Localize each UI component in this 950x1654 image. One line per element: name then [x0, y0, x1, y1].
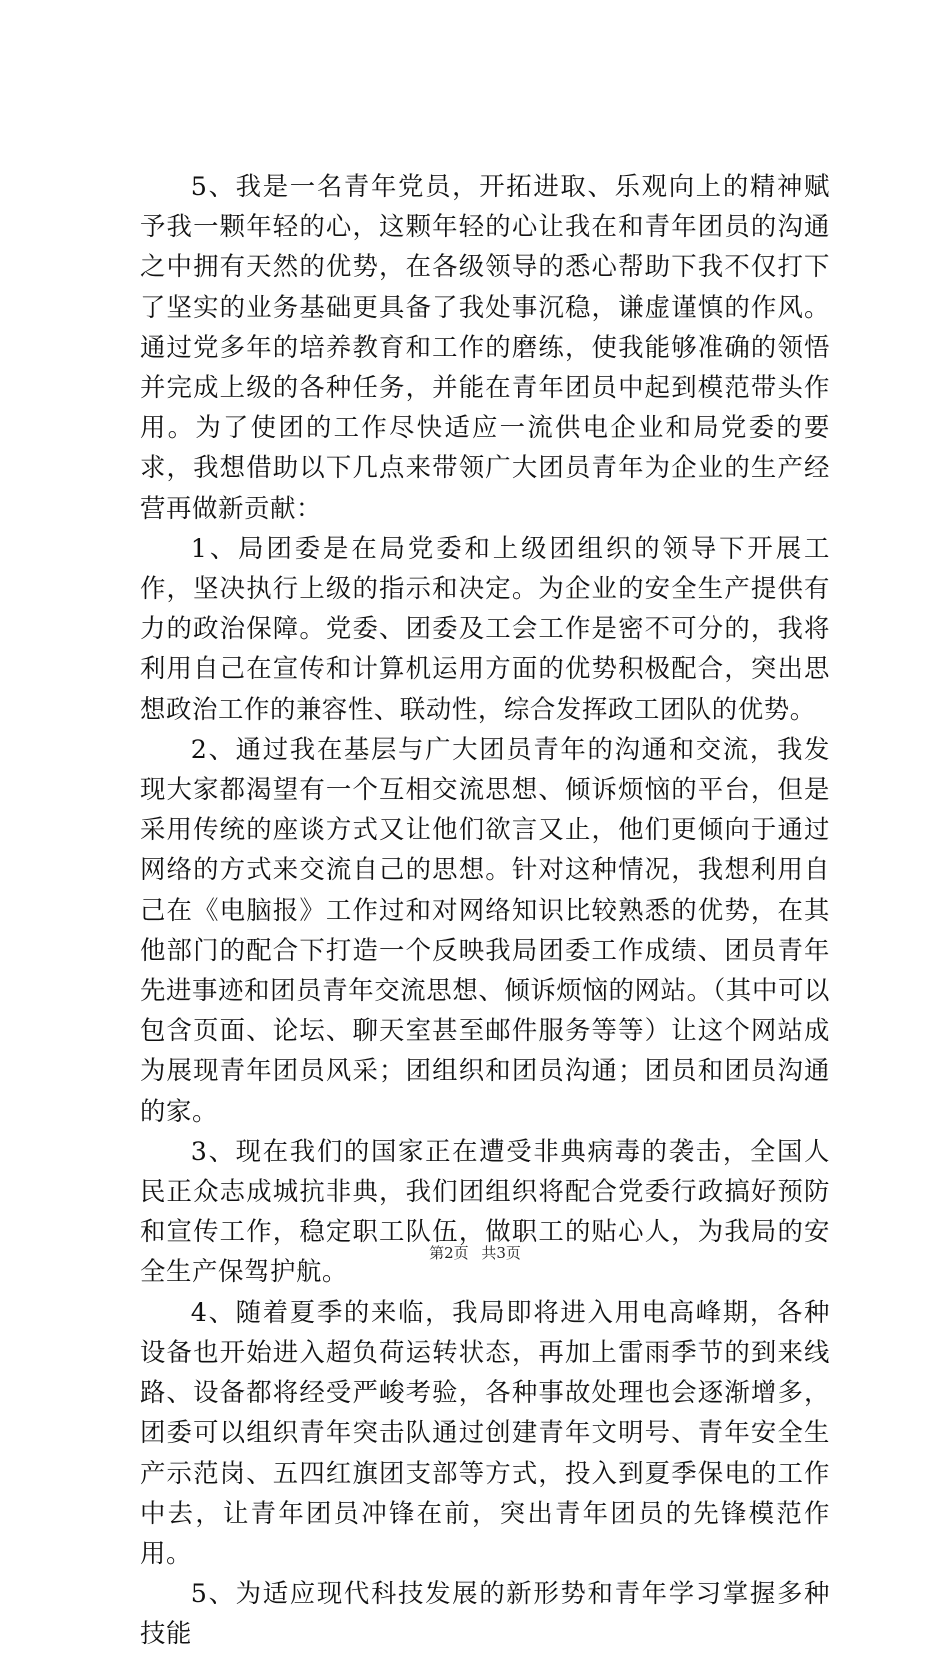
page-number: 第2页: [429, 1244, 469, 1262]
paragraph: 1、局团委是在局党委和上级团组织的领导下开展工作，坚决执行上级的指示和决定。为企业的安全生产提供有力的政治保障。党委、团委及工会工作是密不可分的，我将利用自己在宣传和计算机运用方面的优势积极配合，突出思想政治工作的兼容性、联动性，综合发挥政工团队的优势。: [140, 532, 830, 724]
paragraph: 2、通过我在基层与广大团员青年的沟通和交流，我发现大家都渴望有一个互相交流思想、倾诉烦恼的平台，但是采用传统的座谈方式又让他们欲言又止，他们更倾向于通过网络的方式来交流自己的思想。针对这种情况，我想利用自己在《电脑报》工作过和对网络知识比较熟悉的优势，在其他部门的配合下打造一个反映我局团委工作成绩、团员青年先进事迹和团员青年交流思想、倾诉烦恼的网站。（其中可以包含页面、论坛、聊天室甚至邮件服务等等）让这个网站成为展现青年团员风采；团组织和团员沟通；团员和团员沟通的家。: [140, 733, 830, 1126]
paragraph: 5、我是一名青年党员，开拓进取、乐观向上的精神赋予我一颗年轻的心，这颗年轻的心让我在和青年团员的沟通之中拥有天然的优势，在各级领导的悉心帮助下我不仅打下了坚实的业务基础更具备了我处事沉稳，谦虚谨慎的作风。通过党多年的培养教育和工作的磨练，使我能够准确的领悟并完成上级的各种任务，并能在青年团员中起到模范带头作用。为了使团的工作尽快适应一流供电企业和局党委的要求，我想借助以下几点来带领广大团员青年为企业的生产经营再做新贡献：: [140, 171, 830, 523]
page-total: 共3页: [481, 1244, 521, 1262]
document-body: [140, 166, 830, 1654]
paragraph: 4、随着夏季的来临，我局即将进入用电高峰期，各种设备也开始进入超负荷运转状态，再加上雷雨季节的到来线路、设备都将经受严峻考验，各种事故处理也会逐渐增多，团委可以组织青年突击队通过创建青年文明号、青年安全生产示范岗、五四红旗团支部等方式，投入到夏季保电的工作中去，让青年团员冲锋在前，突出青年团员的先锋模范作用。: [140, 1296, 830, 1568]
paragraph: 5、为适应现代科技发展的新形势和青年学习掌握多种技能: [140, 1578, 830, 1649]
page-footer: [0, 1243, 950, 1263]
paragraph: 3、现在我们的国家正在遭受非典病毒的袭击，全国人民正众志成城抗非典，我们团组织将配合党委行政搞好预防和宣传工作，稳定职工队伍，做职工的贴心人，为我局的安全生产保驾护航。: [140, 1135, 830, 1287]
